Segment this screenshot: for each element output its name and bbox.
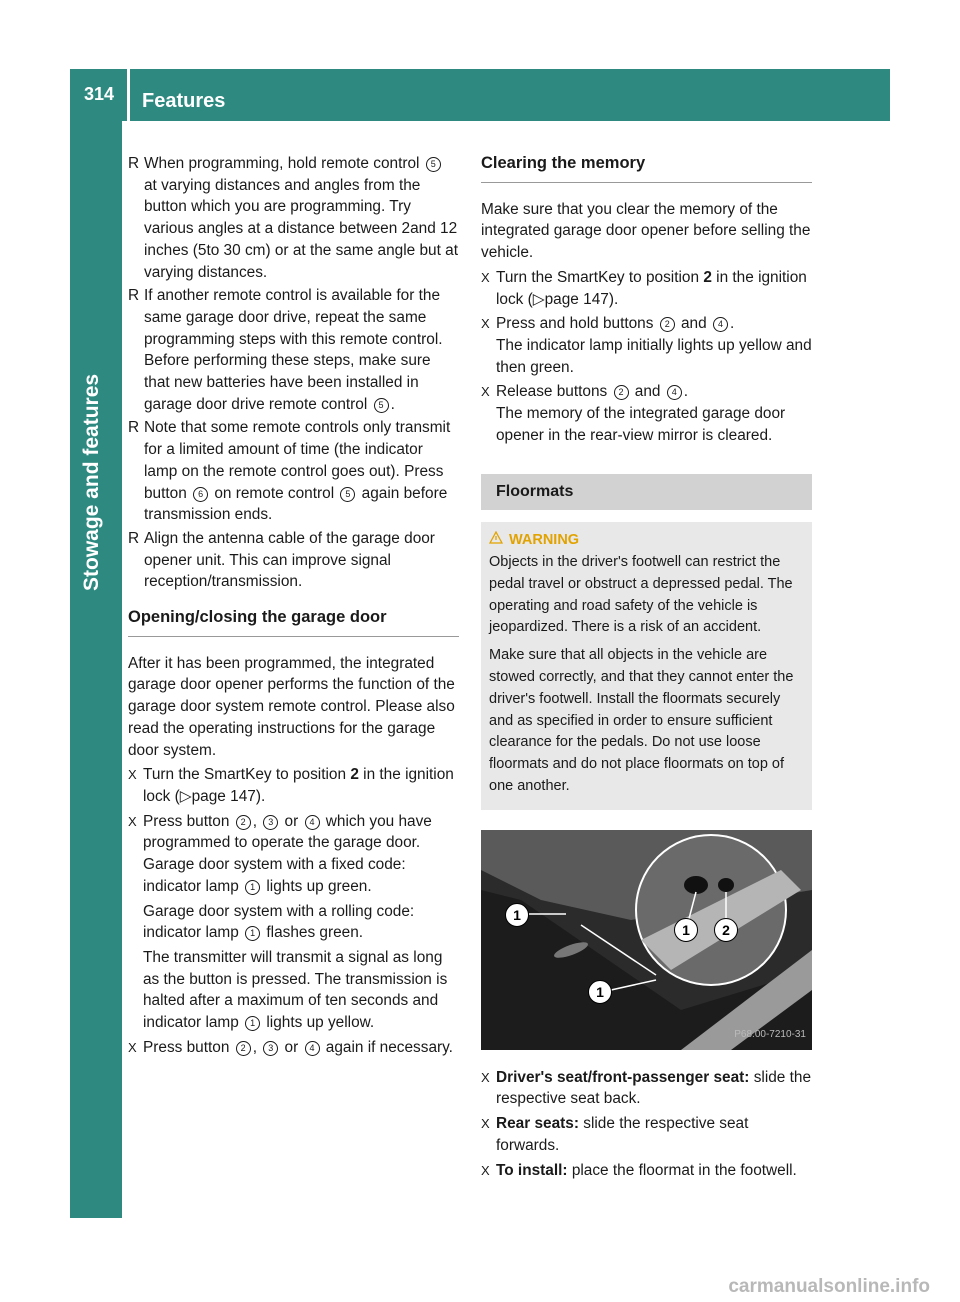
text: and (630, 383, 665, 401)
step-marker: X (128, 813, 137, 829)
step-note (143, 901, 459, 944)
page-ref-icon: ▷ (532, 290, 545, 308)
text: lights up yellow. (262, 1014, 375, 1032)
text: Release buttons (496, 383, 612, 401)
text: Garage door system with a fixed code: indicator lamp (143, 856, 406, 895)
callout-badge: 1 (505, 903, 529, 927)
step-item (481, 1067, 812, 1110)
callout-number: 1 (245, 880, 260, 895)
text: again if necessary. (321, 1038, 453, 1056)
page-link[interactable]: page 147). (544, 290, 619, 308)
text: slide the respective seat forwards. (496, 1115, 749, 1154)
text: again before transmission ends. (144, 484, 448, 524)
callout-number: 5 (340, 487, 355, 502)
text: . (683, 383, 689, 401)
text: Turn the SmartKey to position (496, 268, 704, 286)
page-link[interactable]: page 147). (191, 787, 266, 805)
step-marker: X (481, 316, 490, 332)
page-ref-icon: ▷ (179, 787, 192, 805)
step-bold: Rear seats: (496, 1115, 579, 1133)
callout-number: 5 (426, 157, 441, 172)
intro-text: After it has been programmed, the integrated garage door opener performs the function of the garage door system remote control. Please also read the operating instructions for the garage door system. (128, 654, 455, 759)
callout-number: 3 (263, 1041, 278, 1056)
bullet-marker: R (128, 155, 140, 172)
watermark[interactable]: carmanualsonline.info (728, 1276, 930, 1297)
text: Press button (143, 1038, 234, 1056)
step-bold: Driver's seat/front-passenger seat: (496, 1068, 750, 1086)
text: Note that some remote controls only transmit for a limited amount of time (the indicator lamp on the remote control goes out). Press button (144, 419, 451, 502)
step-marker: X (481, 384, 490, 400)
callout-number: 2 (236, 1041, 251, 1056)
text: , (252, 1038, 262, 1056)
bullet-marker: R (128, 419, 140, 437)
text: or (280, 812, 303, 830)
side-tab-label: Stowage and features (80, 373, 103, 591)
text: in the ignition lock ( (143, 766, 454, 805)
side-tab-marker (70, 1166, 122, 1218)
step-item (128, 764, 459, 807)
side-tab-label-wrap (70, 121, 122, 621)
list-item (128, 153, 459, 283)
left-column (128, 153, 459, 1061)
callout-number: 1 (245, 1016, 260, 1031)
warning-text: Objects in the driver's footwell can restrict the pedal travel or obstruct a depressed pedal. The operating and road safety of the vehicle is jeopardized. There is a risk of an accident. (489, 553, 793, 636)
callout-number: 5 (374, 398, 389, 413)
callout-number: 1 (245, 926, 260, 941)
position-number: 2 (350, 766, 359, 784)
callout-badge: 2 (714, 918, 738, 942)
step-marker: X (481, 269, 490, 285)
bullet-marker: R (128, 287, 140, 305)
step-item (481, 381, 812, 446)
warning-box (481, 522, 812, 810)
floormat-photo (481, 830, 812, 1050)
text: , (252, 812, 262, 830)
step-note: The indicator lamp initially lights up yellow and then green. (496, 336, 812, 376)
section-rule (128, 636, 459, 637)
text: Garage door system with a rolling code: indicator lamp (143, 902, 415, 942)
text: which you have programmed to operate the garage door. (143, 812, 432, 852)
text: The transmitter will transmit a signal as long as the button is pressed. The transmission is halted after a maximum of ten seconds and indicator lamp (143, 948, 448, 1032)
floormat-illustration (481, 830, 812, 1050)
bullet-marker: R (128, 529, 140, 547)
text: Turn the SmartKey to position (143, 766, 351, 784)
callout-number: 2 (614, 385, 629, 400)
text: Press and hold buttons (496, 315, 658, 333)
section-rule (481, 182, 812, 183)
step-item (481, 267, 812, 310)
callout-number: 2 (236, 815, 251, 830)
text: Align the antenna cable of the garage door opener unit. This can improve signal reception/transmission. (144, 529, 435, 591)
text: at varying distances and angles from the button which you are programming. Try various angles at a distance between 2and 12 inches (5to 30 cm) or at the same angle but at varying distances. (144, 176, 458, 281)
callout-badge: 1 (588, 980, 612, 1004)
warning-text: Make sure that all objects in the vehicle are stowed correctly, and that they cannot enter the driver's footwell. Install the floormats securely and as specified in order to ensure sufficient clearance for the pedals. Do not use loose floormats and do not place floormats on top of one another. (489, 647, 794, 794)
step-marker: X (481, 1116, 490, 1132)
step-item (128, 811, 459, 1034)
position-number: 2 (703, 268, 712, 286)
section-title-garage-door: Opening/closing the garage door (128, 608, 387, 627)
text: Press button (143, 812, 234, 830)
text: slide the respective seat back. (496, 1068, 812, 1108)
list-item (128, 528, 459, 593)
text: in the ignition lock ( (496, 268, 807, 308)
page-number: 314 (84, 84, 115, 104)
list-item (128, 285, 459, 415)
callout-number: 2 (660, 317, 675, 332)
text: . (729, 315, 735, 333)
step-note: The memory of the integrated garage door opener in the rear-view mirror is cleared. (496, 405, 786, 444)
step-item (481, 1160, 812, 1182)
step-note (143, 854, 459, 897)
step-item (128, 1037, 459, 1059)
section-title-floormats: Floormats (481, 474, 812, 510)
callout-badge: 1 (674, 918, 698, 942)
callout-number: 4 (667, 385, 682, 400)
callout-number: 4 (305, 815, 320, 830)
text: flashes green. (262, 924, 364, 942)
section-title-clearing: Clearing the memory (481, 154, 646, 172)
text: lights up green. (262, 877, 372, 895)
step-item (481, 313, 812, 378)
step-marker: X (128, 767, 137, 783)
step-note (143, 947, 459, 1034)
warning-title-text: WARNING (509, 532, 580, 549)
callout-number: 3 (263, 815, 278, 830)
right-column (481, 153, 812, 1184)
intro-text: Make sure that you clear the memory of the integrated garage door opener before selling the vehicle. (481, 200, 811, 262)
text: If another remote control is available for the same garage door drive, repeat the same programming steps with this remote control. Before performing these steps, make sure that new batteries have been installed in garage door drive remote control (144, 287, 443, 413)
text: on remote control (210, 484, 339, 502)
image-code: P68.00-7210-31 (734, 1029, 806, 1040)
text: . (390, 395, 395, 413)
page-title: Features (142, 90, 226, 112)
text: place the floormat in the footwell. (567, 1161, 797, 1179)
callout-number: 6 (193, 487, 208, 502)
callout-number: 4 (713, 317, 728, 332)
text: When programming, hold remote control (144, 155, 424, 172)
text: and (676, 315, 711, 333)
warning-title (489, 530, 804, 552)
step-marker: X (128, 1039, 137, 1055)
step-item (481, 1113, 812, 1156)
step-marker: X (481, 1069, 490, 1085)
text: or (280, 1038, 303, 1056)
callout-number: 4 (305, 1041, 320, 1056)
step-marker: X (481, 1162, 490, 1178)
warning-icon (489, 531, 503, 544)
list-item (128, 417, 459, 526)
header-divider (127, 69, 130, 121)
step-bold: To install: (496, 1161, 568, 1179)
